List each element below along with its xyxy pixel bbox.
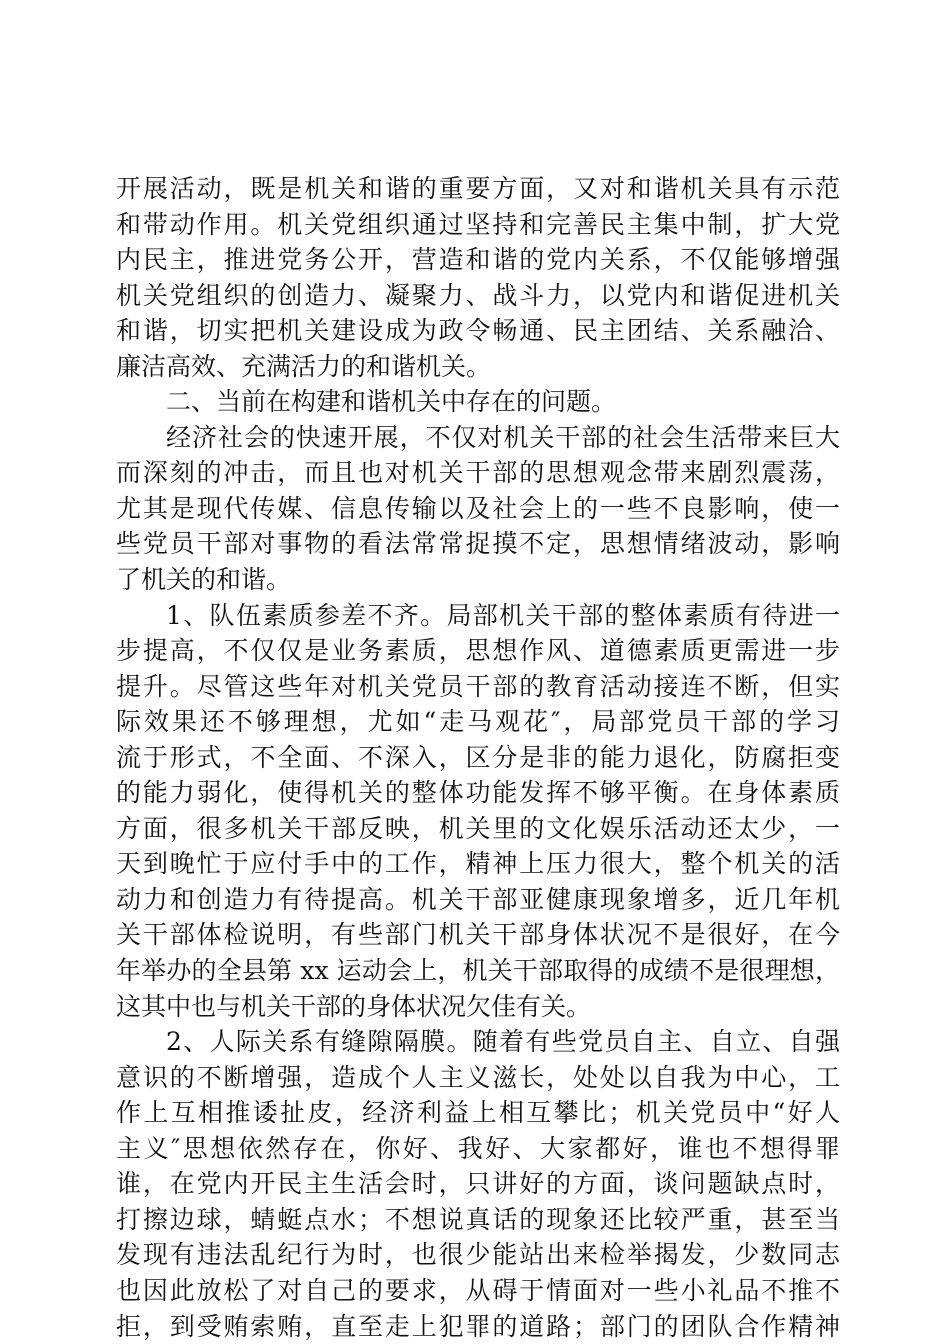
text-line: 而深刻的冲击，而且也对机关干部的思想观念带来剧烈震荡， [116, 458, 840, 488]
text-line: 1、队伍素质参差不齐。局部机关干部的整体素质有待进一 [166, 600, 840, 630]
body-text [116, 171, 840, 1344]
text-line: 流于形式，不全面、不深入，区分是非的能力退化，防腐拒变 [116, 742, 840, 772]
text-line: 步提高，不仅仅是业务素质，思想作风、道德素质更需进一步 [116, 636, 840, 666]
text-line: 发现有违法乱纪行为时，也很少能站出来检举揭发，少数同志 [116, 1240, 840, 1270]
text-line: 谁，在党内开民主生活会时，只讲好的方面，谈问题缺点时， [116, 1169, 840, 1199]
text-line: 和谐，切实把机关建设成为政令畅通、民主团结、关系融洽、 [116, 316, 840, 346]
text-line: 和带动作用。机关党组织通过坚持和完善民主集中制，扩大党 [116, 209, 840, 239]
text-line: 2、人际关系有缝隙隔膜。随着有些党员自主、自立、自强 [166, 1027, 840, 1057]
text-line: 的能力弱化，使得机关的整体功能发挥不够平衡。在身体素质 [116, 778, 840, 808]
text-line: 经济社会的快速开展，不仅对机关干部的社会生活带来巨大 [166, 422, 840, 452]
text-line: 作上互相推诿扯皮，经济利益上相互攀比；机关党员中“好人 [116, 1098, 840, 1128]
text-line: 年举办的全县第 xx 运动会上，机关干部取得的成绩不是很理想， [116, 956, 840, 986]
text-line: 内民主，推进党务公开，营造和谐的党内关系，不仅能够增强 [116, 245, 840, 275]
text-line: 也因此放松了对自己的要求，从碍于情面对一些小礼品不推不 [116, 1275, 840, 1305]
text-line: 主义″思想依然存在，你好、我好、大家都好，谁也不想得罪 [116, 1133, 840, 1163]
text-line: 方面，很多机关干部反映，机关里的文化娱乐活动还太少，一 [116, 813, 840, 843]
text-line: 天到晚忙于应付手中的工作，精神上压力很大，整个机关的活 [116, 849, 840, 879]
text-line: 打擦边球，蜻蜓点水；不想说真话的现象还比较严重，甚至当 [116, 1204, 840, 1234]
text-line: 动力和创造力有待提高。机关干部亚健康现象增多，近几年机 [116, 884, 840, 914]
text-line: 意识的不断增强，造成个人主义滋长，处处以自我为中心，工 [116, 1062, 840, 1092]
text-line: 尤其是现代传媒、信息传输以及社会上的一些不良影响，使一 [116, 493, 840, 523]
text-line: 了机关的和谐。 [116, 565, 292, 595]
text-line: 这其中也与机关干部的身体状况欠佳有关。 [116, 991, 592, 1021]
text-line: 际效果还不够理想，尤如“走马观花″，局部党员干部的学习 [116, 707, 840, 737]
text-line: 些党员干部对事物的看法常常捉摸不定，思想情绪波动，影响 [116, 529, 840, 559]
text-line: 廉洁高效、充满活力的和谐机关。 [116, 351, 492, 381]
text-line: 拒，到受贿索贿，直至走上犯罪的道路；部门的团队合作精神 [116, 1311, 840, 1341]
text-line: 二、当前在构建和谐机关中存在的问题。 [166, 387, 617, 417]
text-line: 开展活动，既是机关和谐的重要方面，又对和谐机关具有示范 [116, 174, 840, 203]
text-line: 关干部体检说明，有些部门机关干部身体状况不是很好，在今 [116, 920, 840, 950]
text-line: 提升。尽管这些年对机关党员干部的教育活动接连不断，但实 [116, 671, 840, 701]
text-line: 机关党组织的创造力、凝聚力、战斗力，以党内和谐促进机关 [116, 280, 840, 310]
